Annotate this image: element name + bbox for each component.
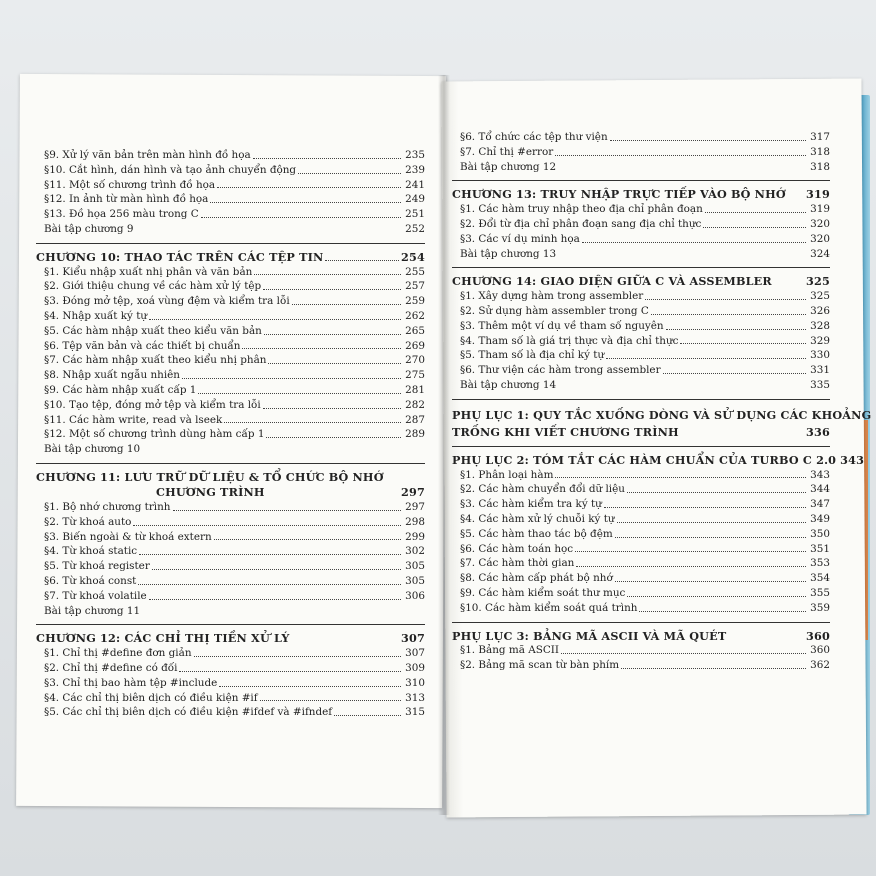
page-number: 343	[810, 468, 830, 481]
page-number: 239	[405, 163, 425, 176]
toc-entry	[452, 482, 830, 497]
page-number: 306	[405, 589, 425, 602]
toc-entry	[452, 232, 830, 247]
page-number: 330	[810, 349, 830, 362]
toc-entry	[36, 500, 425, 515]
toc-entry	[36, 279, 425, 294]
toc-entry	[452, 334, 830, 349]
toc-exercise	[36, 222, 425, 237]
entry-title: §11. Một số chương trình đồ họa	[44, 178, 216, 191]
toc-exercise	[452, 247, 830, 262]
entry-title: §7. Các hàm thời gian	[460, 557, 575, 570]
chapter-title: CHƯƠNG 12: CÁC CHỈ THỊ TIỀN XỬ LÝ	[36, 631, 290, 646]
chapter-title: CHƯƠNG 10: THAO TÁC TRÊN CÁC TỆP TIN	[36, 249, 324, 264]
chapter-heading-13	[452, 187, 830, 202]
page-number: 305	[405, 574, 425, 587]
page-number: 335	[810, 378, 830, 391]
entry-title: §7. Chỉ thị #error	[460, 145, 554, 158]
toc-entry	[452, 468, 830, 483]
entry-title: §2. Từ khoá auto	[44, 515, 132, 528]
toc-group-ch12	[36, 646, 425, 720]
entry-title: §1. Bảng mã ASCII	[460, 644, 560, 657]
page-number: 269	[405, 339, 425, 352]
toc-entry	[36, 163, 425, 178]
toc-entry	[36, 353, 425, 368]
entry-title: §6. Từ khoá const	[44, 574, 137, 587]
page-number: 318	[810, 145, 830, 158]
entry-title: §3. Thêm một ví dụ về tham số nguyên	[460, 319, 664, 332]
page-number: 318	[810, 160, 830, 173]
page-number: 350	[810, 527, 830, 540]
entry-title: §11. Các hàm write, read và lseek	[44, 413, 223, 426]
book-gutter	[438, 75, 450, 815]
chapter-title-line1: CHƯƠNG 11: LƯU TRỮ DỮ LIỆU & TỔ CHỨC BỘ NHỚ	[36, 470, 384, 485]
toc-entry	[36, 294, 425, 309]
appendix-title-line1: PHỤ LỤC 1: QUY TẮC XUỐNG DÒNG VÀ SỬ DỤNG CÁC KHOẢNG	[452, 407, 872, 422]
chapter-heading-14	[452, 274, 830, 289]
toc-entry	[36, 589, 425, 604]
page-number: 325	[810, 290, 830, 303]
entry-title: §10. Các hàm kiểm soát quá trình	[460, 601, 638, 614]
page-number: 259	[405, 295, 425, 308]
page-number: 319	[810, 203, 830, 216]
page-number: 252	[405, 222, 425, 235]
toc-exercise	[36, 442, 425, 457]
chapter-heading-10	[36, 250, 425, 265]
appendix-heading-2	[452, 452, 865, 468]
page-number: 307	[401, 631, 425, 646]
toc-entry	[452, 527, 830, 542]
page-number: 349	[810, 512, 830, 525]
page-number: 326	[810, 304, 830, 317]
toc-group-ch14	[452, 289, 830, 393]
page-number: 324	[810, 247, 830, 260]
left-toc-column	[36, 148, 425, 720]
entry-title: Bài tập chương 14	[460, 378, 557, 391]
entry-title: §9. Các hàm nhập xuất cấp 1	[44, 383, 197, 396]
entry-title: §4. Nhập xuất ký tự	[44, 309, 148, 322]
divider	[452, 622, 830, 623]
toc-exercise	[452, 378, 830, 393]
page-number: 343	[840, 452, 865, 467]
appendix-title: PHỤ LỤC 3: BẢNG MÃ ASCII VÀ MÃ QUÉT	[452, 628, 727, 643]
entry-title: §5. Các hàm nhập xuất theo kiểu văn bản	[44, 324, 262, 337]
entry-title: §4. Các hàm xử lý chuỗi ký tự	[460, 512, 615, 525]
page-number: 289	[405, 428, 425, 441]
page-number: 298	[405, 515, 425, 528]
entry-title: §2. Đổi từ địa chỉ phân đoạn sang địa chỉ thực	[460, 217, 702, 230]
entry-title: Bài tập chương 13	[460, 247, 557, 260]
toc-entry	[36, 265, 425, 280]
toc-entry	[36, 559, 425, 574]
page-number: 353	[810, 557, 830, 570]
page-number: 265	[405, 324, 425, 337]
toc-exercise	[452, 160, 830, 175]
entry-title: §1. Xây dựng hàm trong assembler	[460, 290, 644, 303]
toc-entry	[452, 512, 830, 527]
divider	[452, 446, 830, 447]
entry-title: §4. Các chỉ thị biên dịch có điều kiện #if	[44, 691, 258, 704]
entry-title: §10. Cắt hình, dán hình và tạo ảnh chuyển động	[44, 163, 297, 176]
right-toc-column	[452, 130, 872, 673]
page-number: 328	[810, 319, 830, 332]
toc-entry	[452, 643, 830, 658]
entry-title: §6. Tệp văn bản và các thiết bị chuẩn	[44, 339, 241, 352]
toc-entry	[452, 289, 830, 304]
toc-entry	[36, 178, 425, 193]
entry-title: §5. Từ khoá register	[44, 560, 150, 573]
toc-entry	[452, 556, 830, 571]
page-number: 320	[810, 232, 830, 245]
page-number: 249	[405, 193, 425, 206]
page-number: 275	[405, 369, 425, 382]
toc-entry	[36, 148, 425, 163]
appendix-title-line2: TRỐNG KHI VIẾT CHƯƠNG TRÌNH	[452, 424, 679, 439]
toc-entry	[36, 324, 425, 339]
page-number: 317	[810, 131, 830, 143]
page-number: 262	[405, 309, 425, 322]
appendix-heading-1	[452, 406, 872, 440]
exercise-label: Bài tập chương 10	[44, 443, 141, 456]
page-number: 320	[810, 217, 830, 230]
page-number: 305	[405, 560, 425, 573]
page-number: 347	[810, 498, 830, 511]
page-number: 270	[405, 354, 425, 367]
toc-entry	[36, 691, 425, 706]
toc-entry	[452, 586, 830, 601]
toc-entry	[452, 571, 830, 586]
entry-title: §12. Một số chương trình dùng hàm cấp 1	[44, 428, 265, 441]
toc-entry	[452, 304, 830, 319]
page-number: 257	[405, 280, 425, 293]
page-number: 336	[806, 424, 830, 439]
entry-title: §7. Các hàm nhập xuất theo kiểu nhị phân	[44, 354, 267, 367]
toc-entry	[36, 676, 425, 691]
toc-entry	[452, 145, 830, 160]
page-number: 309	[405, 661, 425, 674]
toc-entry	[36, 515, 425, 530]
toc-entry	[452, 348, 830, 363]
toc-entry	[36, 398, 425, 413]
page-number: 297	[401, 485, 425, 500]
toc-entry	[36, 544, 425, 559]
toc-entry	[36, 339, 425, 354]
toc-entry	[36, 309, 425, 324]
page-number: 344	[810, 483, 830, 496]
entry-title: §1. Chỉ thị #define đơn giản	[44, 647, 192, 660]
toc-entry	[36, 207, 425, 222]
toc-entry	[452, 542, 830, 557]
entry-title: §9. Các hàm kiểm soát thư mục	[460, 586, 626, 599]
appendix-heading-3	[452, 629, 830, 644]
toc-group-ch13	[452, 202, 830, 261]
divider	[36, 243, 425, 244]
page-number: 254	[401, 249, 425, 264]
entry-title: §13. Đồ họa 256 màu trong C	[44, 208, 199, 221]
toc-entry	[452, 363, 830, 378]
toc-entry	[36, 383, 425, 398]
page-number: 315	[405, 706, 425, 719]
divider	[452, 399, 830, 400]
page-number: 325	[806, 274, 830, 289]
entry-title: §5. Các chỉ thị biên dịch có điều kiện #ifdef và #ifndef	[44, 706, 333, 719]
entry-title: §2. Sử dụng hàm assembler trong C	[460, 304, 649, 317]
page-number: 331	[810, 364, 830, 377]
entry-title: §4. Tham số là giá trị thực và địa chỉ thực	[460, 334, 679, 347]
chapter-heading-12	[36, 631, 425, 646]
toc-entry	[36, 192, 425, 207]
page-number: 297	[405, 500, 425, 513]
entry-title: §1. Kiểu nhập xuất nhị phân và văn bản	[44, 265, 253, 278]
entry-title: §1. Phân loại hàm	[460, 468, 554, 481]
entry-title: §3. Đóng mở tệp, xoá vùng đệm và kiểm tra lỗi	[44, 295, 290, 308]
entry-title: §7. Từ khoá volatile	[44, 589, 147, 602]
entry-title: §12. In ảnh từ màn hình đồ họa	[44, 193, 209, 206]
entry-title: §3. Biến ngoài & từ khoá extern	[44, 530, 212, 543]
entry-title: §10. Tạo tệp, đóng mở tệp và kiểm tra lỗi	[44, 398, 261, 411]
divider	[452, 267, 830, 268]
toc-entry	[452, 601, 830, 616]
entry-title: Bài tập chương 12	[460, 160, 557, 173]
page-number: 355	[810, 586, 830, 599]
page-number: 359	[810, 601, 830, 614]
toc-entry	[452, 130, 830, 145]
entry-title: §9. Xử lý văn bản trên màn hình đồ họa	[44, 149, 251, 161]
page-number: 235	[405, 149, 425, 161]
page-number: 362	[810, 659, 830, 672]
entry-title: §8. Các hàm cấp phát bộ nhớ	[460, 572, 613, 585]
chapter-title-line2: CHƯƠNG TRÌNH	[156, 485, 265, 500]
entry-title: §2. Giới thiệu chung về các hàm xử lý tệp	[44, 280, 262, 293]
entry-title: Bài tập chương 9	[44, 222, 134, 235]
page-number: 310	[405, 676, 425, 689]
appendix-title: PHỤ LỤC 2: TÓM TẮT CÁC HÀM CHUẨN CỦA TURBO C 2.0	[452, 452, 837, 467]
entry-title: §6. Tổ chức các tệp thư viện	[460, 131, 608, 143]
entry-title: §3. Các hàm kiểm tra ký tự	[460, 498, 602, 511]
toc-entry	[452, 217, 830, 232]
page-number: 307	[405, 647, 425, 660]
toc-group-appendix3	[452, 643, 830, 673]
toc-group-ch11	[36, 500, 425, 604]
page-number: 360	[806, 628, 830, 643]
chapter-title: CHƯƠNG 14: GIAO DIỆN GIỮA C VÀ ASSEMBLER	[452, 274, 772, 289]
toc-entry	[36, 646, 425, 661]
exercise-label: Bài tập chương 11	[44, 604, 141, 617]
page-number: 329	[810, 334, 830, 347]
page-number: 287	[405, 413, 425, 426]
page-number: 241	[405, 178, 425, 191]
page-number: 281	[405, 383, 425, 396]
entry-title: §1. Các hàm truy nhập theo địa chỉ phân đoạn	[460, 203, 703, 216]
entry-title: §3. Các ví dụ minh họa	[460, 232, 580, 245]
toc-entry	[452, 658, 830, 673]
chapter-title: CHƯƠNG 13: TRUY NHẬP TRỰC TIẾP VÀO BỘ NHỚ	[452, 187, 786, 202]
page-number: 354	[810, 572, 830, 585]
page-number: 319	[806, 187, 830, 202]
toc-group-ch10	[36, 265, 425, 443]
entry-title: §3. Chỉ thị bao hàm tệp #include	[44, 676, 218, 689]
toc-entry	[452, 202, 830, 217]
toc-entry	[452, 497, 830, 512]
toc-entry	[36, 530, 425, 545]
divider	[36, 463, 425, 464]
entry-title: §4. Từ khoá static	[44, 545, 138, 558]
page-number: 313	[405, 691, 425, 704]
toc-entry	[36, 574, 425, 589]
entry-title: §1. Bộ nhớ chương trình	[44, 500, 171, 513]
page-number: 299	[405, 530, 425, 543]
toc-group-ch12-tail	[452, 130, 830, 174]
entry-title: §5. Các hàm thao tác bộ đệm	[460, 527, 613, 540]
entry-title: §2. Chỉ thị #define có đối	[44, 661, 178, 674]
page-number: 255	[405, 265, 425, 278]
page-number: 282	[405, 398, 425, 411]
toc-entry	[36, 427, 425, 442]
toc-entry	[36, 661, 425, 676]
toc-entry	[36, 705, 425, 720]
chapter-heading-11	[36, 470, 425, 500]
toc-group-ch9-tail	[36, 148, 425, 237]
toc-entry	[36, 413, 425, 428]
entry-title: §2. Bảng mã scan từ bàn phím	[460, 659, 620, 672]
toc-entry	[452, 319, 830, 334]
entry-title: §6. Thư viện các hàm trong assembler	[460, 364, 661, 377]
page-number: 251	[405, 208, 425, 221]
entry-title: §2. Các hàm chuyển đổi dữ liệu	[460, 483, 625, 496]
divider	[452, 180, 830, 181]
page-number: 360	[810, 644, 830, 657]
divider	[36, 624, 425, 625]
entry-title: §5. Tham số là địa chỉ ký tự	[460, 349, 605, 362]
toc-entry	[36, 368, 425, 383]
page-number: 351	[810, 542, 830, 555]
page-number: 302	[405, 545, 425, 558]
toc-exercise	[36, 604, 425, 619]
entry-title: §8. Nhập xuất ngẫu nhiên	[44, 369, 180, 382]
toc-group-appendix2	[452, 468, 830, 616]
entry-title: §6. Các hàm toán học	[460, 542, 574, 555]
